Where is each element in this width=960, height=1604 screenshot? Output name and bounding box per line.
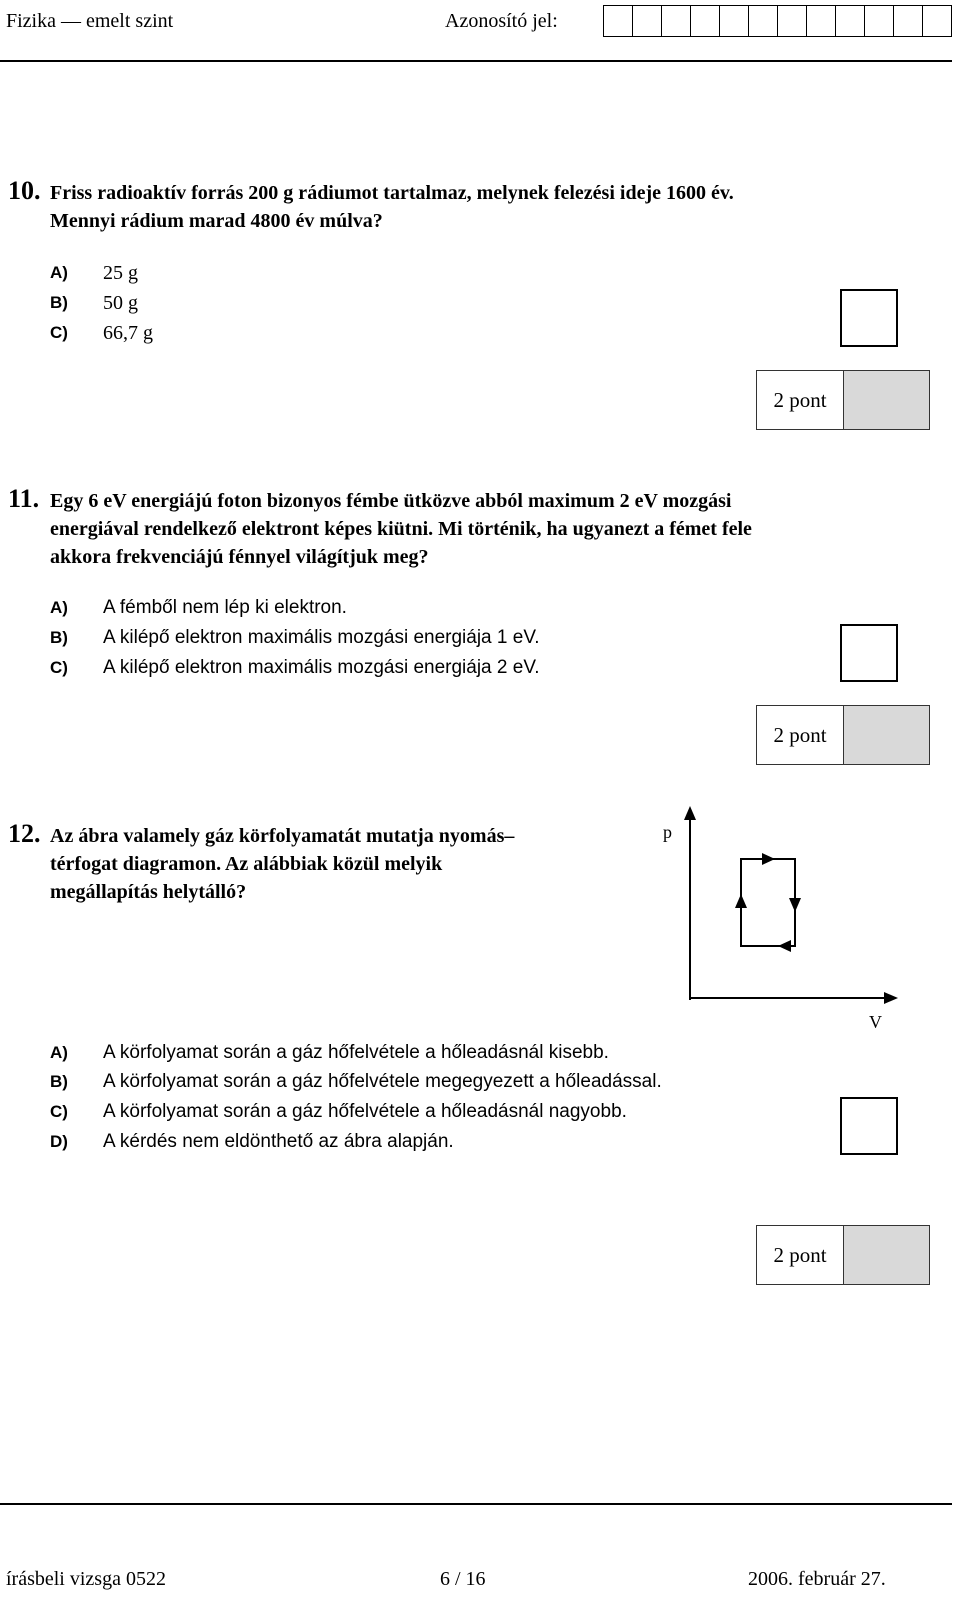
id-box[interactable] [835,5,865,37]
q11-score-cell[interactable] [844,705,930,765]
footer-rule [0,1503,952,1505]
id-box[interactable] [719,5,749,37]
q10-score-cell[interactable] [844,370,930,430]
q12-option-d [50,1127,810,1157]
q11-points-label: 2 pont [756,705,844,765]
option-letter: B) [50,1072,68,1091]
q11-answer-box[interactable] [840,624,898,682]
q11-option-a [50,593,750,623]
q12-text-line1: Az ábra valamely gáz körfolyamatát mutatja nyomás– [50,825,515,847]
q11-text-line3: akkora frekvenciájú fénnyel világítjuk meg? [50,546,429,568]
q10-text-line2: Mennyi rádium marad 4800 év múlva? [50,210,383,232]
q10-option-c [50,318,550,348]
q12-option-c [50,1097,810,1127]
cycle-path [741,859,795,946]
header-id-label: Azonosító jel: [445,10,558,32]
id-box[interactable] [864,5,894,37]
q11-option-b [50,623,750,653]
q10-answer-box[interactable] [840,289,898,347]
q12-text-line3: megállapítás helytálló? [50,881,247,903]
option-letter: A) [50,263,68,282]
cycle-arrow-down [789,898,801,912]
option-text: A kilépő elektron maximális mozgási energiája 1 eV. [103,627,540,648]
option-letter: C) [50,1102,68,1121]
p-axis-label: p [663,822,672,842]
cycle-arrow-left [778,940,791,952]
option-text: A fémből nem lép ki elektron. [103,597,347,618]
option-letter: D) [50,1132,68,1151]
q10-option-b [50,288,550,318]
q11-number: 11. [8,484,40,513]
footer-exam-code: írásbeli vizsga 0522 [6,1568,166,1590]
q11-score-box [756,705,930,765]
q12-points-label: 2 pont [756,1225,844,1285]
option-text: 25 g [103,262,138,284]
option-text: A kilépő elektron maximális mozgási energiája 2 eV. [103,657,540,678]
q11-option-c [50,653,750,683]
id-box[interactable] [690,5,720,37]
v-axis-arrow [884,992,898,1004]
q10-number: 10. [8,176,41,205]
q10-text-line1: Friss radioaktív forrás 200 g rádiumot tartalmaz, melynek felezési ideje 1600 év. [50,182,734,204]
q12-answer-box[interactable] [840,1097,898,1155]
option-letter: A) [50,598,68,617]
footer-page-number: 6 / 16 [440,1568,486,1590]
id-box[interactable] [632,5,662,37]
q12-option-a [50,1038,810,1068]
id-boxes [604,5,952,37]
footer-date: 2006. február 27. [748,1568,886,1590]
q12-number: 12. [8,819,41,848]
option-letter: B) [50,293,68,312]
q12-text-line2: térfogat diagramon. Az alábbiak közül melyik [50,853,443,875]
cycle-arrow-up [735,894,747,908]
option-text: A körfolyamat során a gáz hőfelvétele a hőleadásnál nagyobb. [103,1101,627,1122]
p-axis-arrow [684,806,696,820]
id-box[interactable] [777,5,807,37]
v-axis-label: V [869,1012,882,1032]
q10-points-label: 2 pont [756,370,844,430]
q11-text-line1: Egy 6 eV energiájú foton bizonyos fémbe ütközve abból maximum 2 eV mozgási [50,490,732,512]
option-text: A körfolyamat során a gáz hőfelvétele a hőleadásnál kisebb. [103,1042,609,1063]
header-rule [0,60,952,62]
option-letter: C) [50,323,68,342]
q12-option-b [50,1067,810,1097]
id-box[interactable] [661,5,691,37]
q11-text-line2: energiával rendelkező elektront képes kiütni. Mi történik, ha ugyanezt a fémet fele [50,518,752,540]
header-subject: Fizika — emelt szint [6,10,174,32]
q10-score-box [756,370,930,430]
option-text: A kérdés nem eldönthető az ábra alapján. [103,1131,454,1152]
option-letter: A) [50,1043,68,1062]
cycle-arrow-right [762,853,775,865]
q10-option-a [50,258,550,288]
option-letter: B) [50,628,68,647]
q12-score-cell[interactable] [844,1225,930,1285]
id-box[interactable] [748,5,778,37]
option-text: 50 g [103,292,138,314]
id-box[interactable] [922,5,952,37]
pv-diagram [650,800,910,1040]
id-box[interactable] [806,5,836,37]
q12-score-box [756,1225,930,1285]
option-text: 66,7 g [103,322,153,344]
option-text: A körfolyamat során a gáz hőfelvétele megegyezett a hőleadással. [103,1071,662,1092]
id-box[interactable] [893,5,923,37]
option-letter: C) [50,658,68,677]
id-box[interactable] [603,5,633,37]
